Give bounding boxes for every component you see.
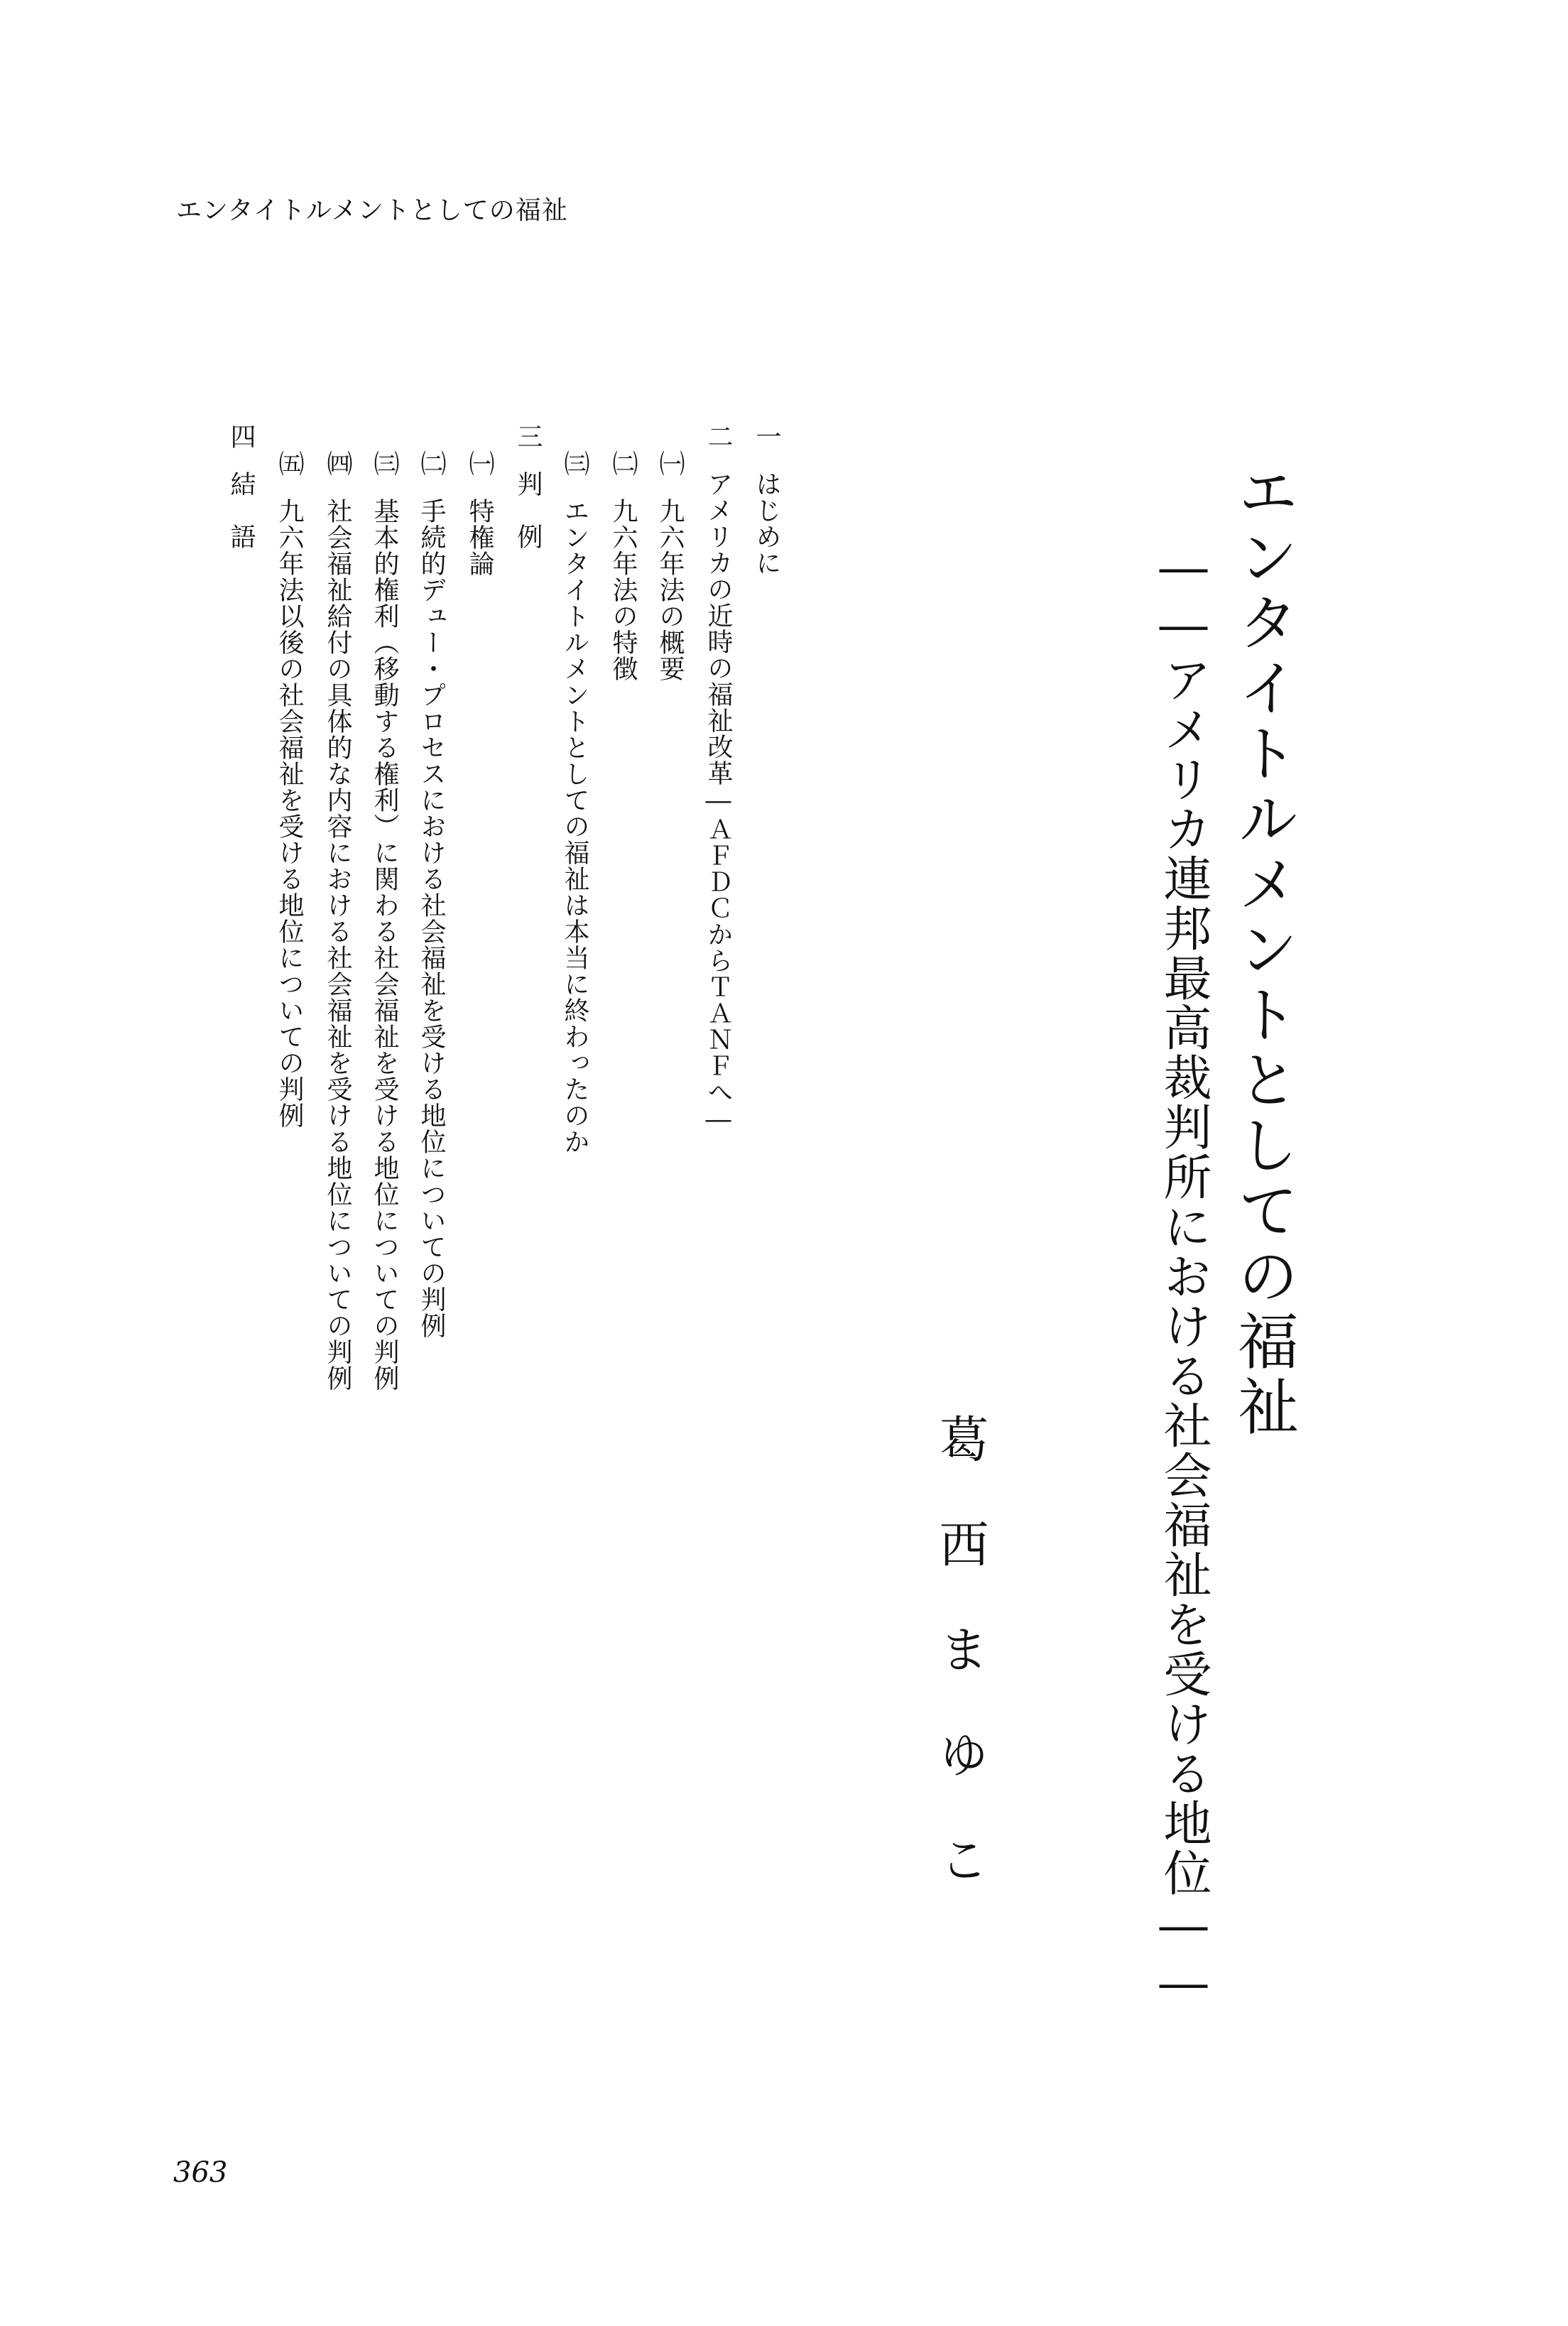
toc-number: 三: [513, 423, 543, 450]
toc-item-4: [223, 423, 259, 550]
toc-item-2-1: [652, 450, 688, 682]
toc-number: ㈡: [417, 450, 446, 477]
toc-text: はじめに: [752, 471, 781, 576]
author-name: 葛西まゆこ: [931, 1413, 989, 1939]
running-header: エンタイトルメントとしての福祉: [176, 196, 568, 225]
toc-item-3-2: [413, 450, 450, 1339]
toc-text: 社会福祉給付の具体的な内容における社会福祉を受ける地位についての判例: [323, 498, 352, 1391]
toc-text: 特権論: [465, 498, 494, 577]
toc-text: 九六年法以後の社会福祉を受ける地位についての判例: [275, 498, 304, 1129]
toc-number: ㈢: [370, 450, 399, 477]
toc-number: 一: [752, 423, 781, 450]
article-subtitle: ――アメリカ連邦最高裁判所における社会福祉を受ける地位――: [1155, 540, 1212, 2013]
toc-text: 九六年法の特徴: [609, 498, 638, 682]
toc-text: エンタイトルメントとしての福祉は本当に終わったのか: [560, 498, 589, 1155]
toc-text: アメリカの近時の福祉改革―ＡＦＤＣからＴＡＮＦへ―: [704, 471, 733, 1135]
toc-item-2: [700, 423, 736, 1135]
toc-text: 判 例: [513, 471, 543, 550]
toc-item-2-2: [605, 450, 641, 682]
article-title: エンタイトルメントとしての福祉: [1227, 460, 1298, 1440]
toc-number: ㈠: [655, 450, 685, 477]
toc-item-1: [748, 423, 785, 576]
toc-text: 基本的権利（移動する権利）に関わる社会福祉を受ける地位についての判例: [370, 498, 399, 1391]
toc-number: 四: [227, 423, 256, 450]
toc-number: ㈡: [609, 450, 638, 477]
toc-item-3: [510, 423, 546, 550]
toc-number: ㈤: [275, 450, 304, 477]
toc-item-3-4: [320, 450, 356, 1391]
page-number: 363: [173, 2156, 228, 2189]
toc-number: ㈠: [465, 450, 494, 477]
toc-item-2-3: [557, 450, 593, 1155]
toc-number: 二: [704, 423, 733, 450]
toc-item-3-1: [462, 450, 498, 577]
toc-number: ㈣: [323, 450, 352, 477]
toc-text: 手続的デュー・プロセスにおける社会福祉を受ける地位についての判例: [417, 498, 446, 1339]
toc-text: 結 語: [227, 471, 256, 550]
toc-item-3-3: [366, 450, 403, 1391]
toc-number: ㈢: [560, 450, 589, 477]
toc-item-3-5: [271, 450, 307, 1129]
toc-text: 九六年法の概要: [655, 498, 685, 682]
